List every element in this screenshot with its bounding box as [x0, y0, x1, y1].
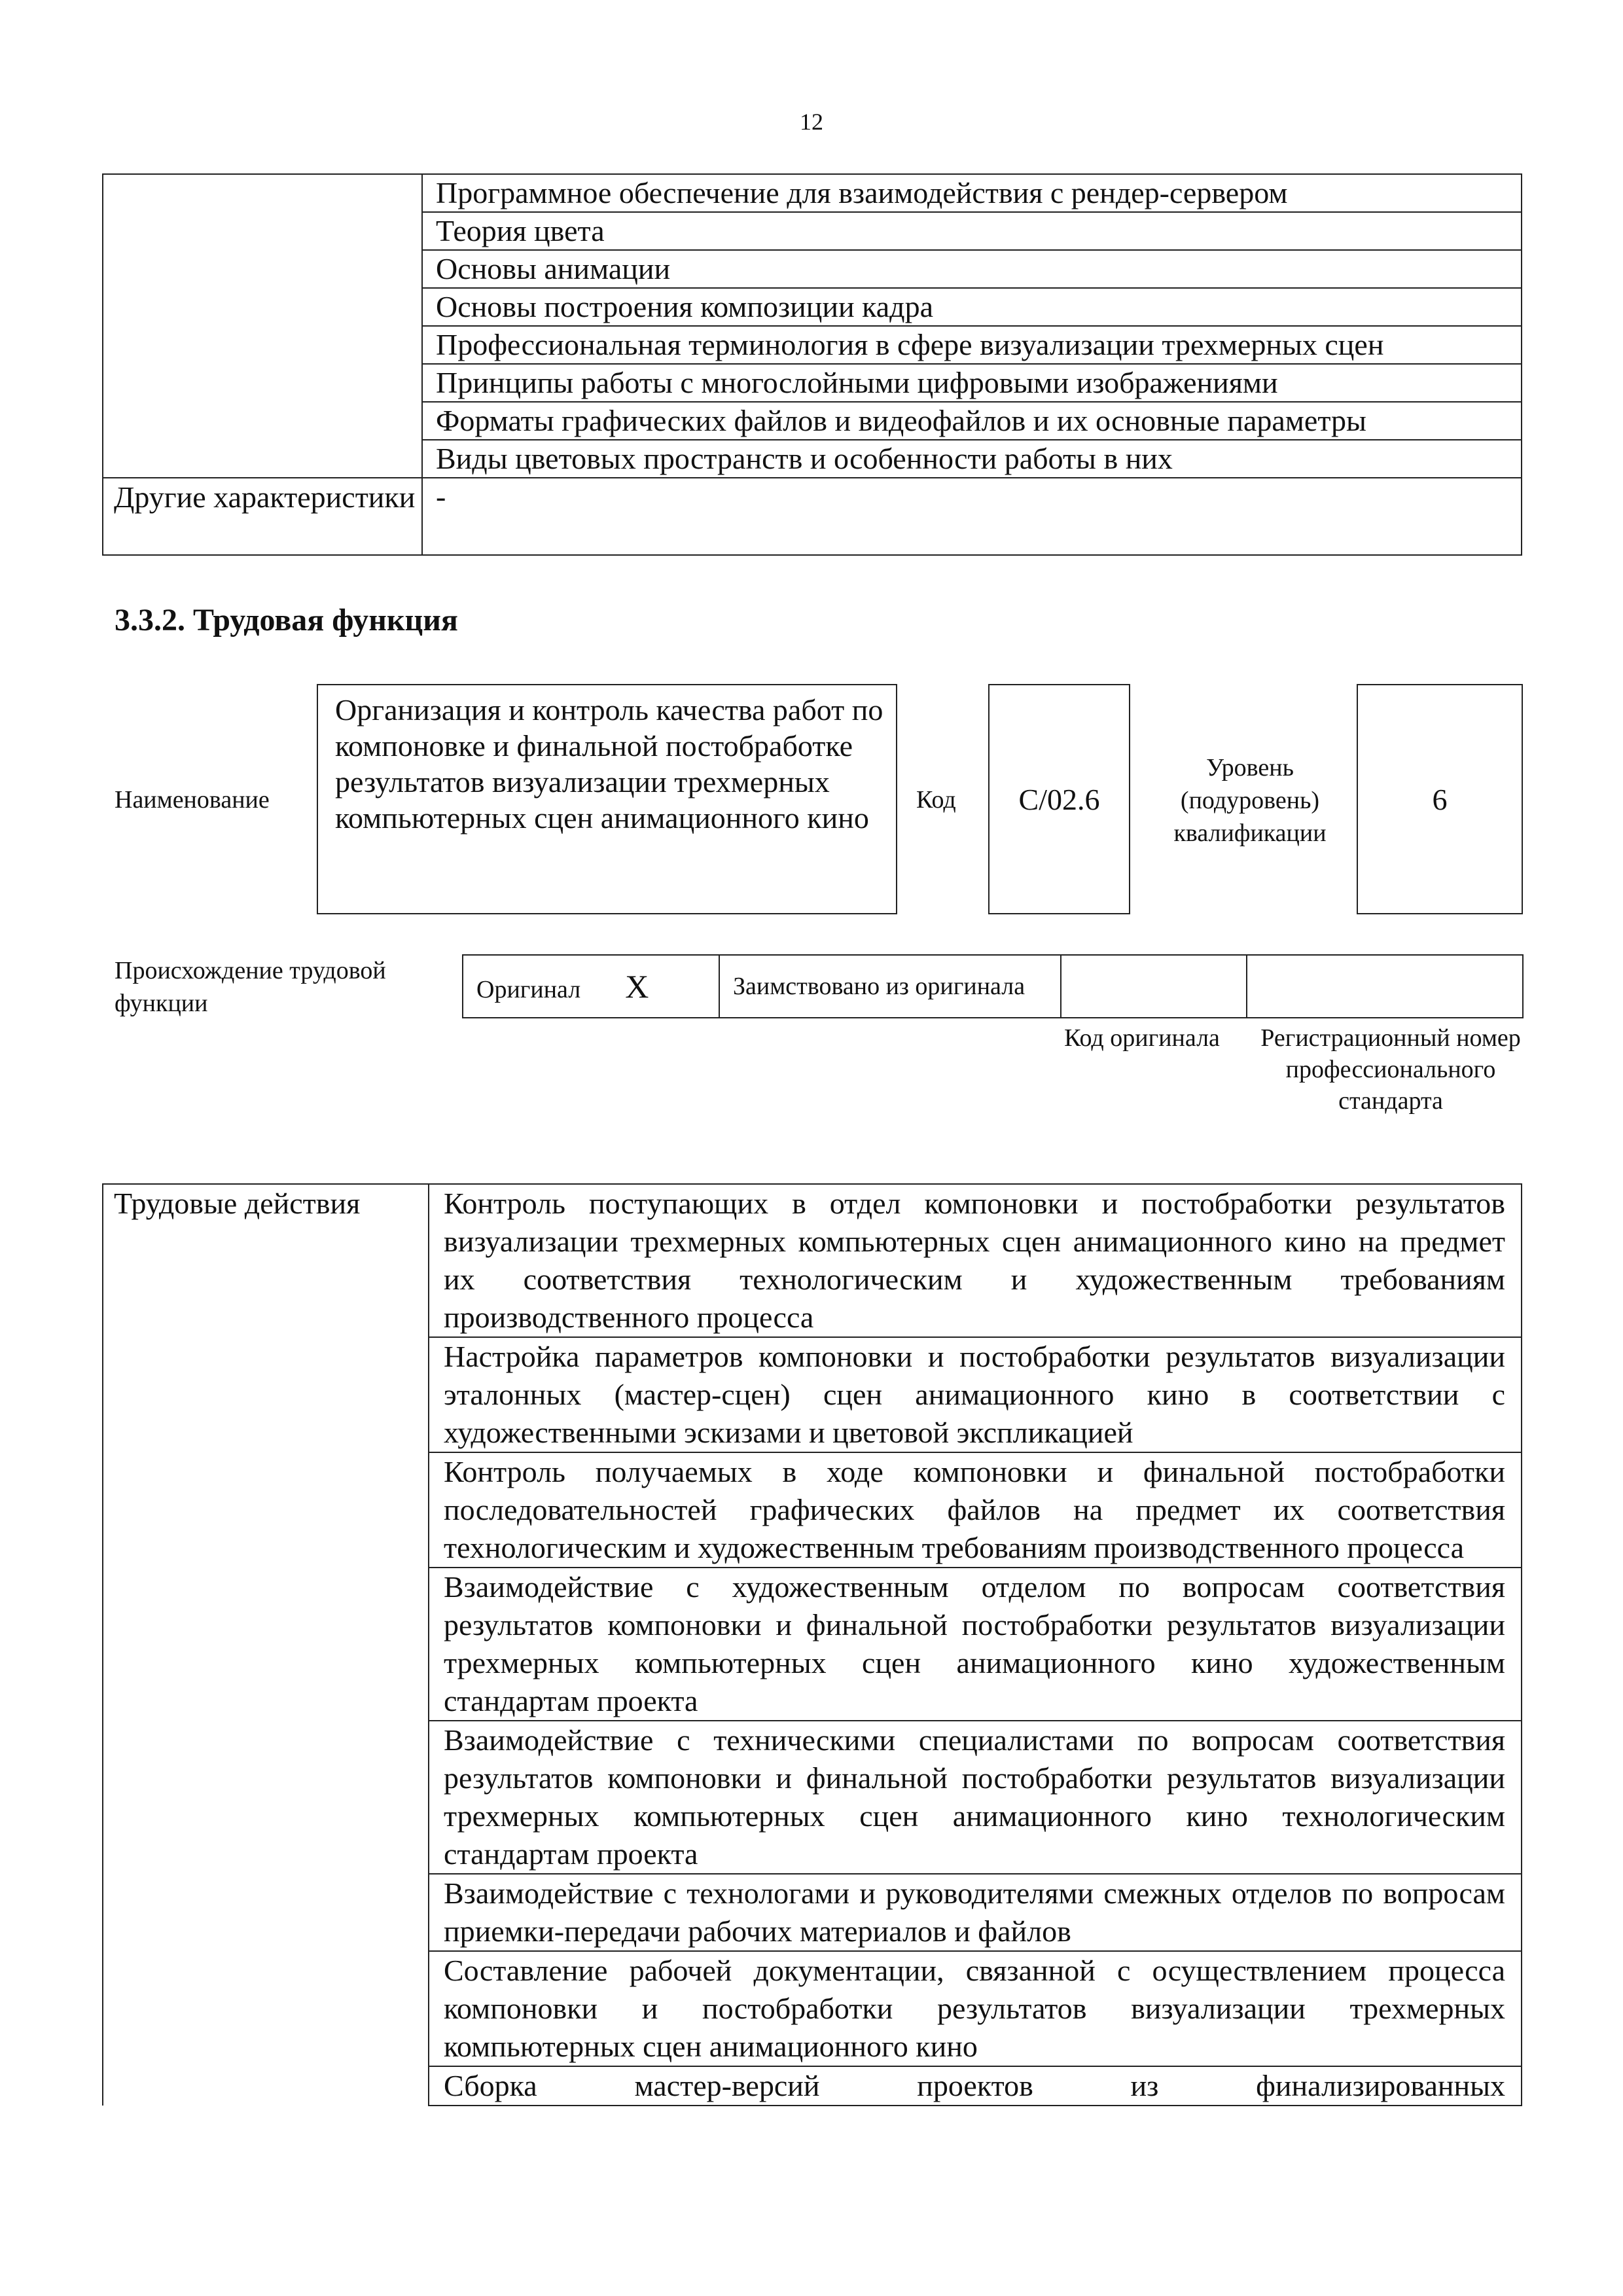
function-name-box [317, 684, 897, 914]
other-characteristics-label: Другие характеристики [103, 478, 422, 555]
knowledge-item: Теория цвета [422, 212, 1522, 250]
origin-table [462, 954, 1524, 1018]
action-item: Сборка мастер-версий проектов из финализированных [429, 2066, 1522, 2106]
function-name: Организация и контроль качества работ по компоновке и финальной постобработке результатов визуализации трехмерных компьютерных сцен анимационного кино [335, 693, 883, 834]
level-box [1357, 684, 1523, 914]
knowledge-item: Основы построения композиции кадра [422, 288, 1522, 326]
action-item: Взаимодействие с художественным отделом по вопросам соответствия результатов компоновки и финальной постобработки результатов визуализации трехмерных компьютерных сцен анимационного кино художественным стандартам проекта [429, 1568, 1522, 1721]
name-label: Наименование [115, 786, 270, 814]
actions-label: Трудовые действия [103, 1184, 429, 2106]
knowledge-item: Принципы работы с многослойными цифровыми изображениями [422, 364, 1522, 402]
origin-label: Происхождение трудовой функции [115, 957, 386, 1017]
borrowed-label: Заимствовано из оригинала [719, 955, 1061, 1018]
reg-number-caption: Регистрационный номер профессионального стандарта [1260, 1024, 1521, 1115]
knowledge-item: Форматы графических файлов и видеофайлов и их основные параметры [422, 402, 1522, 440]
action-item: Контроль получаемых в ходе компоновки и финальной постобработки последовательностей графических файлов на предмет их соответствия технологическим и художественным требованиям производственного процесса [429, 1452, 1522, 1568]
original-label: Оригинал [476, 976, 581, 1003]
original-mark: X [625, 968, 649, 1005]
action-item: Взаимодействие с техническими специалистами по вопросам соответствия результатов компоновки и финальной постобработки результатов визуализации трехмерных компьютерных сцен анимационного кино технологическим стандартам проекта [429, 1721, 1522, 1874]
function-code: С/02.6 [1018, 782, 1100, 816]
level-label: Уровень (подуровень) квалификации [1173, 754, 1327, 847]
page-number: 12 [800, 109, 823, 135]
reg-number-cell [1247, 955, 1523, 1018]
action-item: Контроль поступающих в отдел компоновки и постобработки результатов визуализации трехмерных компьютерных сцен анимационного кино на предмет их соответствия технологическим и художественным требованиям производственного процесса [429, 1184, 1522, 1337]
actions-table [102, 1183, 1522, 2106]
knowledge-label-cell [103, 174, 422, 478]
qualification-level: 6 [1432, 782, 1448, 816]
knowledge-item: Программное обеспечение для взаимодействия с рендер-сервером [422, 174, 1522, 212]
other-characteristics-value: - [422, 478, 1522, 555]
code-original-caption: Код оригинала [1064, 1024, 1220, 1052]
code-box [988, 684, 1130, 914]
original-code-cell [1061, 955, 1247, 1018]
action-item: Настройка параметров компоновки и постобработки результатов визуализации эталонных (мастер-сцен) сцен анимационного кино в соответствии с художественными эскизами и цветовой экспликацией [429, 1337, 1522, 1452]
action-item: Составление рабочей документации, связанной с осуществлением процесса компоновки и постобработки результатов визуализации трехмерных компьютерных сцен анимационного кино [429, 1951, 1522, 2066]
action-item: Взаимодействие с технологами и руководителями смежных отделов по вопросам приемки-передачи рабочих материалов и файлов [429, 1874, 1522, 1951]
original-cell [463, 955, 719, 1018]
knowledge-item: Профессиональная терминология в сфере визуализации трехмерных сцен [422, 326, 1522, 364]
knowledge-table [102, 173, 1522, 556]
section-title: 3.3.2. Трудовая функция [115, 603, 458, 637]
knowledge-item: Виды цветовых пространств и особенности работы в них [422, 440, 1522, 478]
knowledge-item: Основы анимации [422, 250, 1522, 288]
code-label: Код [916, 786, 956, 814]
